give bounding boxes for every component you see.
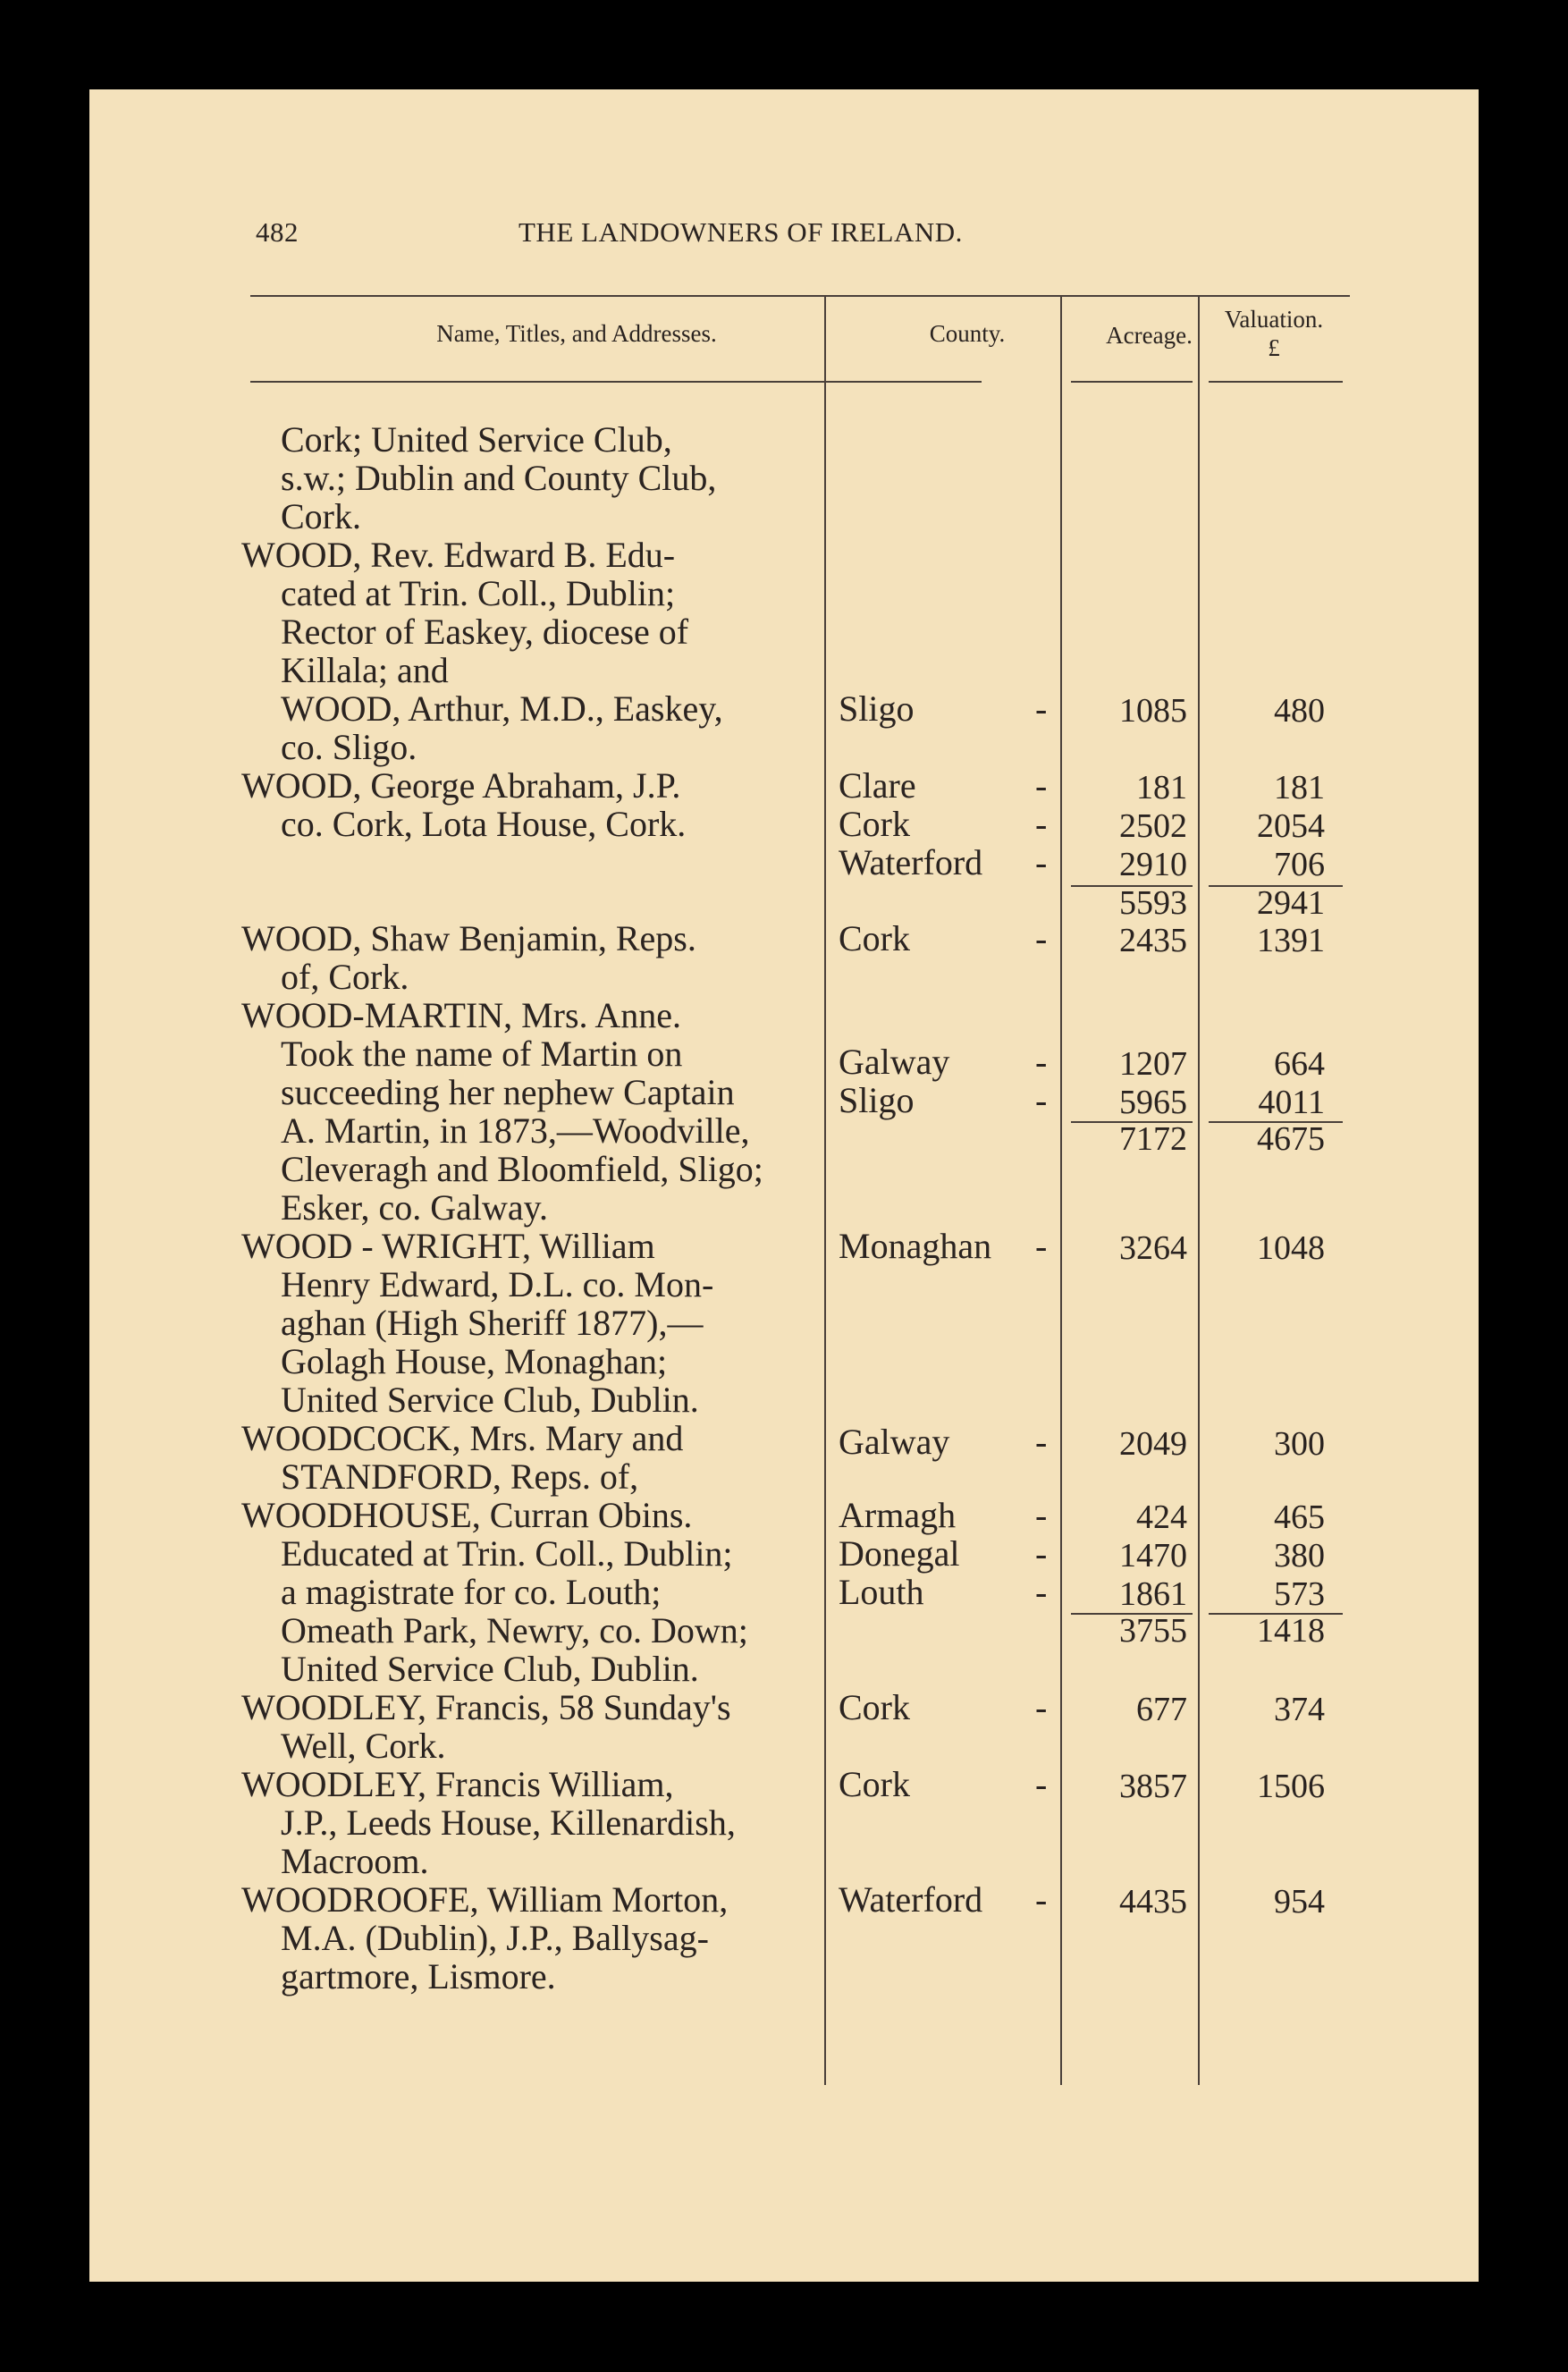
name-line: cated at Trin. Coll., Dublin;	[281, 573, 676, 613]
county-cell: Louth	[839, 1572, 924, 1612]
name-line: Took the name of Martin on	[281, 1034, 683, 1074]
dash-cell: -	[1035, 1495, 1048, 1535]
valuation-cell: 664	[1274, 1045, 1325, 1083]
column-divider-name	[824, 297, 826, 2085]
name-line: WOODROOFE, William Morton,	[241, 1879, 729, 1920]
dash-cell: -	[1035, 1226, 1048, 1266]
name-line: Cleveragh and Bloomfield, Sligo;	[281, 1149, 763, 1189]
header-top-rule	[250, 295, 1350, 297]
valuation-subtotal: 1418	[1257, 1612, 1325, 1650]
dash-cell: -	[1035, 1533, 1048, 1574]
name-line: aghan (High Sheriff 1877),—	[281, 1303, 704, 1343]
acreage-cell: 2435	[1119, 922, 1187, 959]
name-line: a magistrate for co. Louth;	[281, 1572, 662, 1612]
valuation-cell: 374	[1274, 1691, 1325, 1728]
name-line: Esker, co. Galway.	[281, 1187, 549, 1228]
dash-cell: -	[1035, 765, 1048, 806]
header-bottom-rule-name	[250, 381, 894, 383]
valuation-cell: 480	[1274, 692, 1325, 730]
dash-cell: -	[1035, 1042, 1048, 1082]
name-line: WOOD, Arthur, M.D., Easkey,	[281, 688, 723, 729]
name-line: Rector of Easkey, diocese of	[281, 612, 689, 652]
header-bottom-rule-acreage	[1071, 381, 1193, 383]
valuation-subtotal: 2941	[1257, 884, 1325, 922]
column-divider-acreage	[1198, 297, 1200, 2085]
dash-cell: -	[1035, 842, 1048, 882]
county-cell: Galway	[839, 1422, 950, 1462]
dash-cell: -	[1035, 804, 1048, 844]
name-line: United Service Club, Dublin.	[281, 1649, 699, 1689]
page-number: 482	[256, 216, 299, 248]
name-line: WOODLEY, Francis, 58 Sunday's	[241, 1687, 731, 1727]
county-cell: Cork	[839, 918, 910, 958]
valuation-cell: 1506	[1257, 1768, 1325, 1805]
name-line: s.w.; Dublin and County Club,	[281, 458, 717, 498]
dash-cell: -	[1035, 1080, 1048, 1120]
header-valuation: Valuation.	[1224, 306, 1324, 333]
acreage-subtotal: 3755	[1119, 1612, 1187, 1650]
name-line: WOOD - WRIGHT, William	[241, 1226, 655, 1266]
acreage-subtotal: 7172	[1119, 1120, 1187, 1158]
name-line: Educated at Trin. Coll., Dublin;	[281, 1533, 733, 1574]
acreage-cell: 424	[1136, 1498, 1187, 1536]
name-line: Henry Edward, D.L. co. Mon-	[281, 1264, 714, 1304]
name-line: WOOD, Rev. Edward B. Edu-	[241, 535, 676, 575]
name-line: STANDFORD, Reps. of,	[281, 1456, 639, 1497]
name-line: WOOD, Shaw Benjamin, Reps.	[241, 918, 696, 958]
name-line: Cork; United Service Club,	[281, 419, 672, 460]
acreage-cell: 2049	[1119, 1425, 1187, 1463]
document-page	[89, 89, 1479, 2282]
name-line: WOODCOCK, Mrs. Mary and	[241, 1418, 684, 1458]
name-line: Well, Cork.	[281, 1726, 446, 1766]
name-line: Cork.	[281, 496, 361, 536]
name-line: J.P., Leeds House, Killenardish,	[281, 1802, 736, 1843]
name-line: Omeath Park, Newry, co. Down;	[281, 1610, 748, 1650]
header-name: Name, Titles, and Addresses.	[436, 320, 717, 347]
acreage-cell: 181	[1136, 769, 1187, 806]
county-cell: Cork	[839, 1687, 910, 1727]
valuation-cell: 300	[1274, 1425, 1325, 1463]
dash-cell: -	[1035, 918, 1048, 958]
valuation-cell: 954	[1274, 1883, 1325, 1920]
dash-cell: -	[1035, 688, 1048, 729]
acreage-cell: 2502	[1119, 807, 1187, 845]
name-line: co. Sligo.	[281, 727, 417, 767]
county-cell: Armagh	[839, 1495, 957, 1535]
dash-cell: -	[1035, 1687, 1048, 1727]
name-line: WOODLEY, Francis William,	[241, 1764, 674, 1804]
acreage-cell: 1207	[1119, 1045, 1187, 1083]
county-cell: Monaghan	[839, 1226, 992, 1266]
county-cell: Sligo	[839, 688, 915, 729]
name-line: co. Cork, Lota House, Cork.	[281, 804, 687, 844]
acreage-cell: 4435	[1119, 1883, 1187, 1920]
acreage-cell: 3857	[1119, 1768, 1187, 1805]
header-county: County.	[929, 320, 1006, 347]
header-bottom-rule-county	[840, 381, 982, 383]
county-cell: Galway	[839, 1042, 950, 1082]
name-line: gartmore, Lismore.	[281, 1956, 556, 1996]
acreage-cell: 3264	[1119, 1229, 1187, 1267]
header-valuation-unit: £	[1268, 334, 1280, 361]
county-cell: Cork	[839, 804, 910, 844]
dash-cell: -	[1035, 1572, 1048, 1612]
county-cell: Waterford	[839, 842, 983, 882]
name-line: succeeding her nephew Captain	[281, 1072, 735, 1112]
valuation-cell: 706	[1274, 846, 1325, 883]
valuation-cell: 1391	[1257, 922, 1325, 959]
header-bottom-rule-valuation	[1209, 381, 1343, 383]
name-line: Killala; and	[281, 650, 449, 690]
acreage-cell: 1861	[1119, 1575, 1187, 1613]
name-line: Macroom.	[281, 1841, 429, 1881]
valuation-cell: 4011	[1258, 1084, 1325, 1121]
page-title: THE LANDOWNERS OF IRELAND.	[518, 216, 963, 248]
name-line: of, Cork.	[281, 957, 409, 997]
column-divider-county	[1060, 297, 1062, 2085]
name-line: WOODHOUSE, Curran Obins.	[241, 1495, 693, 1535]
county-cell: Sligo	[839, 1080, 915, 1120]
county-cell: Donegal	[839, 1533, 960, 1574]
acreage-cell: 1085	[1119, 692, 1187, 730]
acreage-cell: 5965	[1119, 1084, 1187, 1121]
valuation-cell: 465	[1274, 1498, 1325, 1536]
county-cell: Clare	[839, 765, 916, 806]
name-line: United Service Club, Dublin.	[281, 1380, 699, 1420]
valuation-cell: 380	[1274, 1537, 1325, 1574]
valuation-cell: 573	[1274, 1575, 1325, 1613]
dash-cell: -	[1035, 1764, 1048, 1804]
valuation-cell: 2054	[1257, 807, 1325, 845]
dash-cell: -	[1035, 1422, 1048, 1462]
acreage-subtotal: 5593	[1119, 884, 1187, 922]
county-cell: Waterford	[839, 1879, 983, 1920]
name-line: M.A. (Dublin), J.P., Ballysag-	[281, 1918, 709, 1958]
acreage-cell: 1470	[1119, 1537, 1187, 1574]
county-cell: Cork	[839, 1764, 910, 1804]
name-line: Golagh House, Monaghan;	[281, 1341, 668, 1381]
valuation-subtotal: 4675	[1257, 1120, 1325, 1158]
valuation-cell: 181	[1274, 769, 1325, 806]
name-line: WOOD-MARTIN, Mrs. Anne.	[241, 995, 681, 1035]
name-line: WOOD, George Abraham, J.P.	[241, 765, 681, 806]
acreage-cell: 2910	[1119, 846, 1187, 883]
header-acreage: Acreage.	[1106, 322, 1193, 349]
name-line: A. Martin, in 1873,—Woodville,	[281, 1110, 750, 1151]
dash-cell: -	[1035, 1879, 1048, 1920]
acreage-cell: 677	[1136, 1691, 1187, 1728]
valuation-cell: 1048	[1257, 1229, 1325, 1267]
